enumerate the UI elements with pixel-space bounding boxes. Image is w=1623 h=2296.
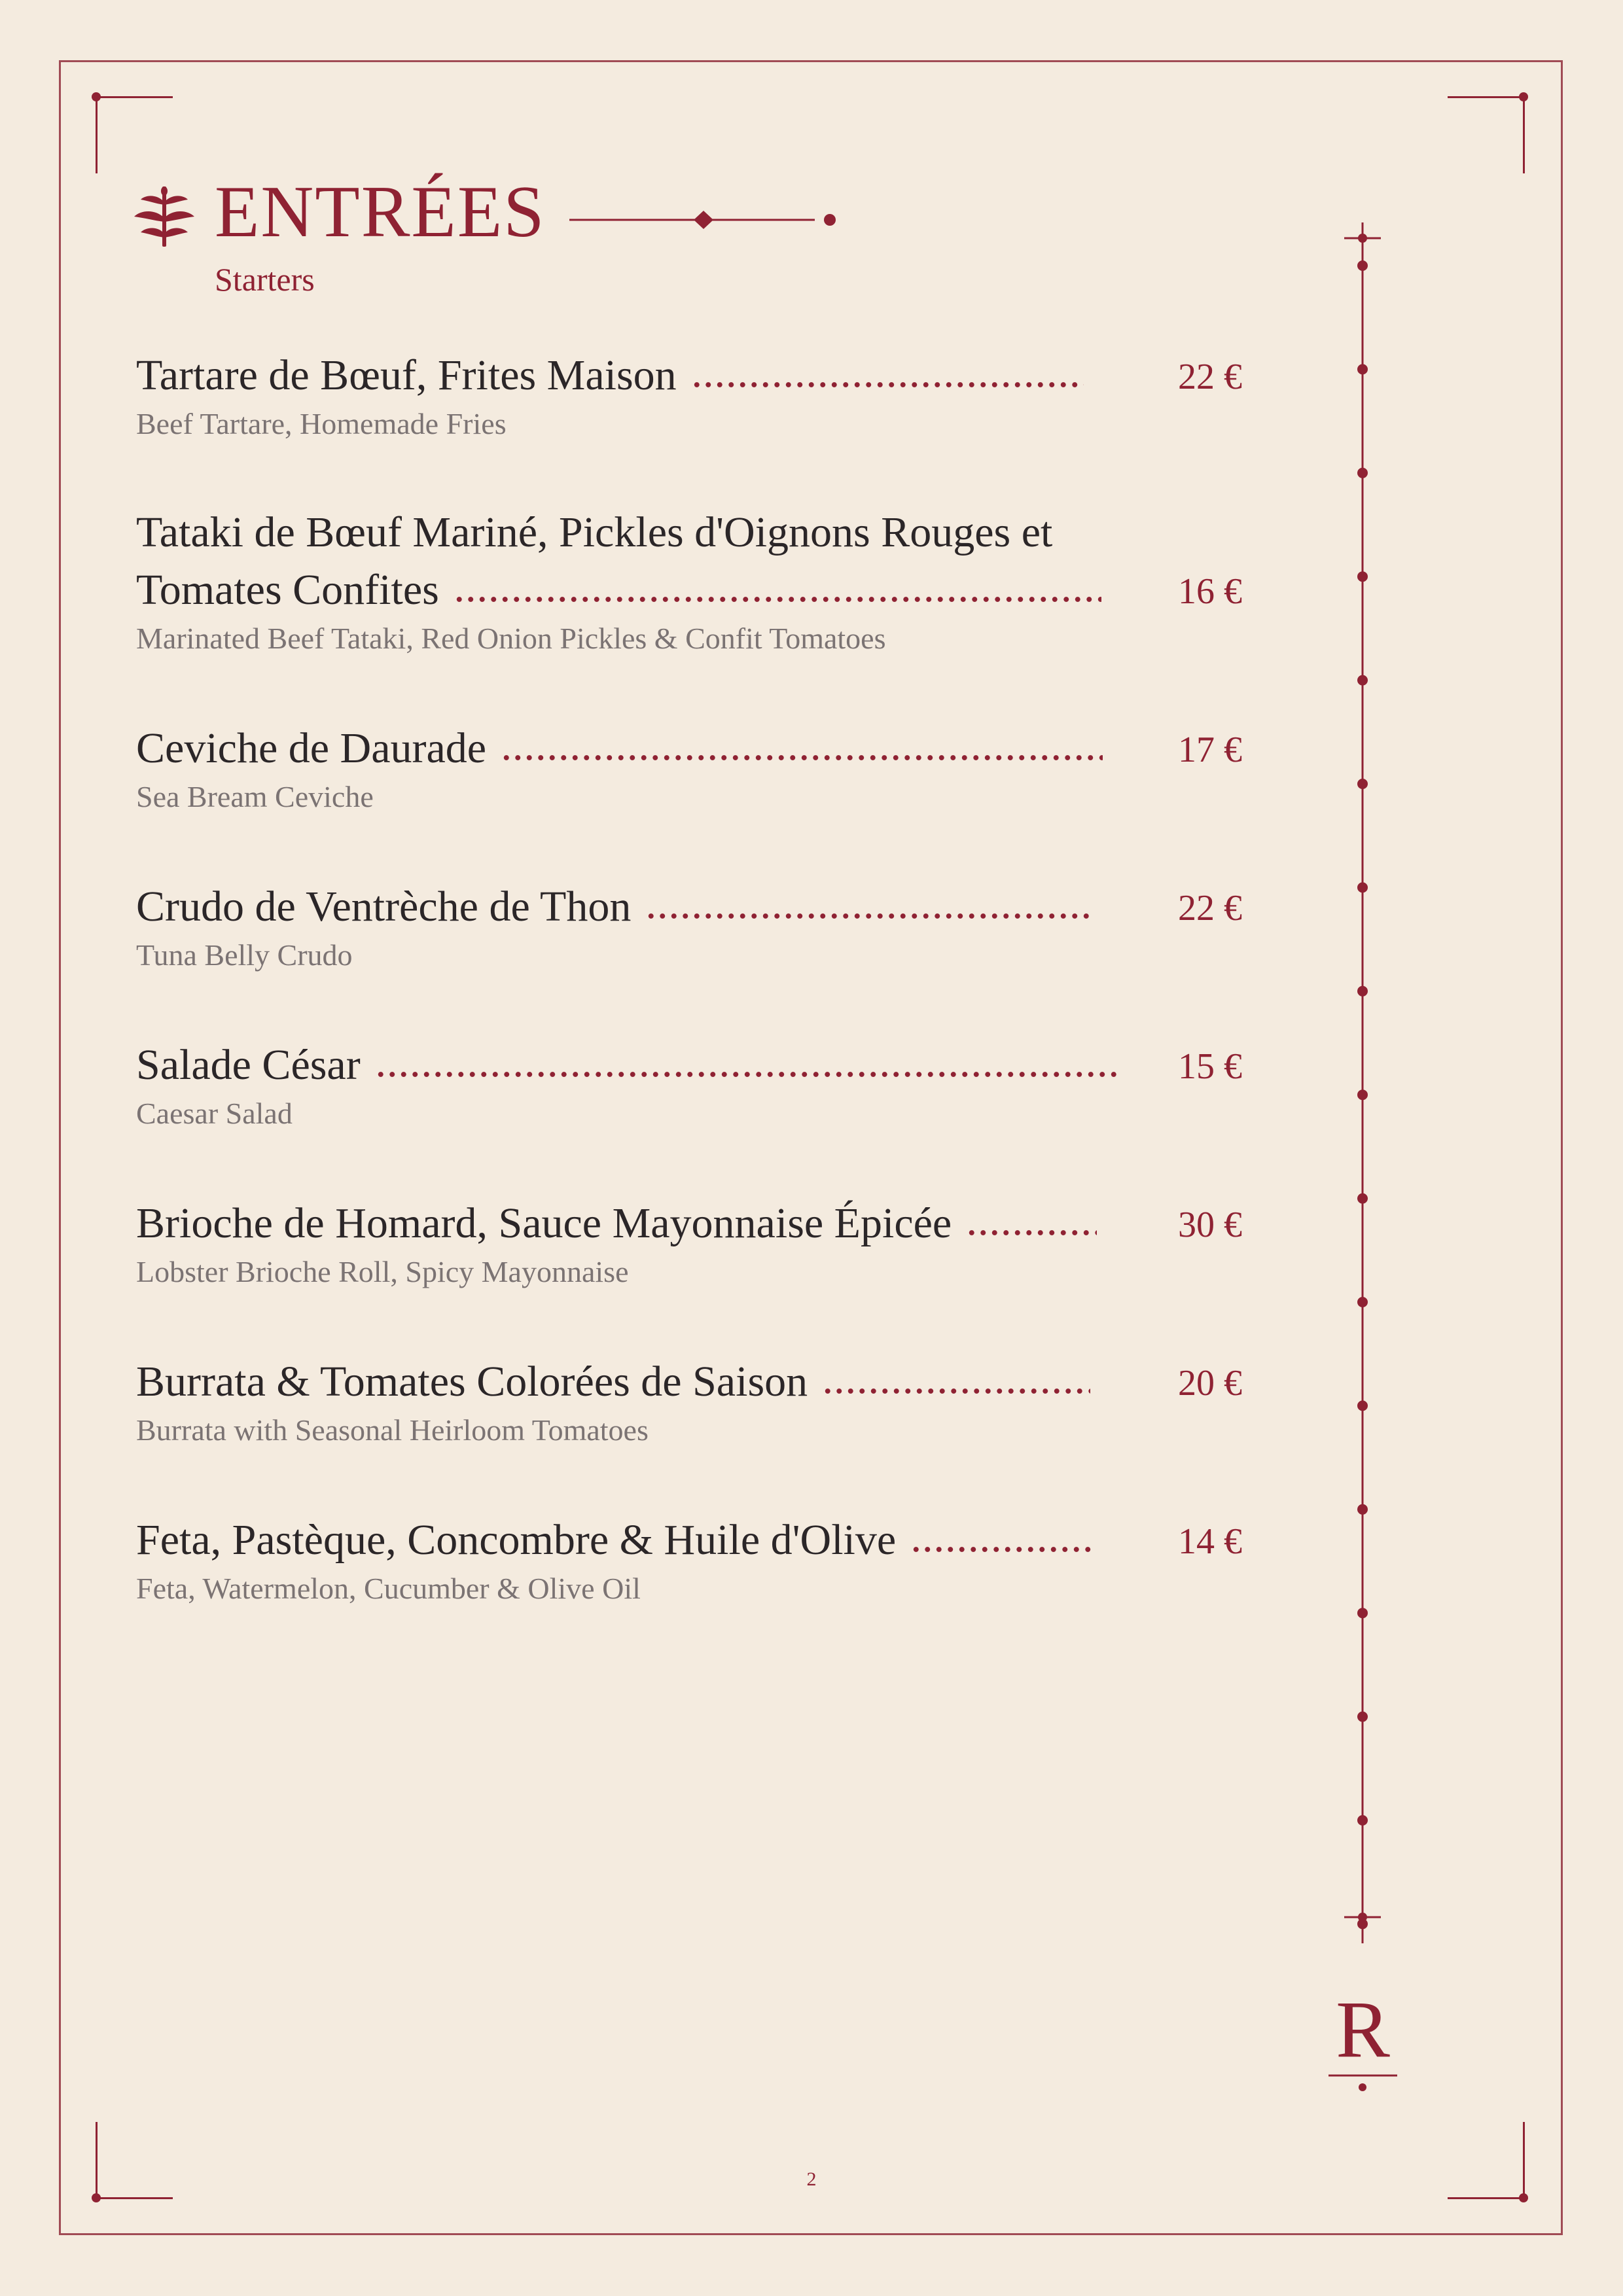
ornament-dot — [1357, 1400, 1368, 1411]
ornament-dot — [1357, 1297, 1368, 1307]
menu-item-price: 30 € — [1178, 1205, 1242, 1245]
menu-item-description: Lobster Brioche Roll, Spicy Mayonnaise — [136, 1255, 629, 1288]
menu-item — [136, 504, 1242, 658]
menu-item-description: Beef Tartare, Homemade Fries — [136, 407, 507, 440]
menu-item-description: Caesar Salad — [136, 1097, 293, 1130]
menu-item — [136, 1511, 1242, 1608]
menu-item-name-row — [136, 347, 1242, 404]
menu-item-name: Salade César — [136, 1041, 361, 1089]
ornament-dot — [1357, 1089, 1368, 1100]
menu-item-name: Ceviche de Daurade — [136, 724, 487, 772]
menu-item — [136, 878, 1242, 975]
menu-item-price: 22 € — [1178, 888, 1242, 928]
ornament-dot — [1358, 234, 1367, 243]
ornament-dot — [1357, 779, 1368, 789]
menu-item-name-row — [136, 1036, 1242, 1094]
section-subtitle: Starters — [215, 261, 315, 298]
menu-item-price: 20 € — [1178, 1363, 1242, 1404]
dot-leader — [645, 913, 1090, 919]
menu-item-name-row — [136, 878, 1242, 936]
dot-leader — [966, 1230, 1097, 1235]
dot-leader — [691, 382, 1084, 387]
dot-leader — [822, 1388, 1090, 1394]
menu-item-name-row — [136, 1195, 1242, 1252]
ornament-dot — [1357, 1193, 1368, 1204]
ornament-dot — [1357, 468, 1368, 478]
logo-underline-ornament — [1329, 2073, 1397, 2093]
menu-item-price: 16 € — [1178, 571, 1242, 612]
menu-item-price: 14 € — [1178, 1521, 1242, 1562]
menu-item-name-row — [136, 720, 1242, 777]
menu-item-description: Tuna Belly Crudo — [136, 938, 353, 972]
ornament-dot — [1357, 571, 1368, 582]
ornament-dot — [1357, 882, 1368, 892]
menu-item-description: Marinated Beef Tataki, Red Onion Pickles & Confit Tomatoes — [136, 622, 886, 655]
ornament-dot — [1357, 1712, 1368, 1722]
restaurant-logo: R — [1336, 1985, 1390, 2074]
menu-item-name: Burrata & Tomates Colorées de Saison — [136, 1358, 808, 1405]
ornament-dot — [1357, 675, 1368, 686]
menu-item-name: Tartare de Bœuf, Frites Maison — [136, 351, 677, 399]
title-divider-ornament — [569, 207, 838, 233]
dot-leader — [375, 1072, 1118, 1077]
menu-item-name-row — [136, 1353, 1242, 1411]
ornament-dot — [1357, 1815, 1368, 1826]
menu-item — [136, 1353, 1242, 1450]
menu-item-name: Feta, Pastèque, Concombre & Huile d'Olive — [136, 1516, 897, 1564]
menu-item — [136, 720, 1242, 817]
menu-item — [136, 1036, 1242, 1133]
menu-item-price: 22 € — [1178, 357, 1242, 397]
menu-item-name: Crudo de Ventrèche de Thon — [136, 883, 632, 930]
ornament-dot — [1358, 1913, 1367, 1922]
menu-item-name: Brioche de Homard, Sauce Mayonnaise Épicée — [136, 1199, 952, 1247]
dot-leader — [910, 1547, 1094, 1552]
ornament-dot — [1357, 1504, 1368, 1515]
menu-item-name-line: Tataki de Bœuf Mariné, Pickles d'Oignons Rouges et — [136, 508, 1053, 556]
menu-item — [136, 347, 1242, 444]
ornament-dot — [1357, 364, 1368, 374]
menu-item-name-row — [136, 1511, 1242, 1569]
menu-item — [136, 1195, 1242, 1292]
menu-item-description: Feta, Watermelon, Cucumber & Olive Oil — [136, 1572, 641, 1605]
ornament-dot — [1357, 1608, 1368, 1618]
menu-item-description: Sea Bream Ceviche — [136, 780, 374, 813]
ornament-dot — [1357, 986, 1368, 997]
leaf-ornament-icon — [134, 186, 194, 247]
menu-item-price: 17 € — [1178, 730, 1242, 770]
section-title: ENTRÉES — [215, 171, 546, 253]
page-number: 2 — [806, 2168, 817, 2190]
menu-item-name-row — [136, 561, 1242, 619]
menu-item-price: 15 € — [1178, 1046, 1242, 1087]
vertical-dotted-ornament — [1361, 222, 1364, 223]
menu-item-name: Tomates Confites — [136, 566, 439, 614]
menu-item-description: Burrata with Seasonal Heirloom Tomatoes — [136, 1413, 649, 1447]
dot-leader — [501, 755, 1103, 760]
dot-leader — [454, 597, 1101, 602]
ornament-dot — [1357, 260, 1368, 271]
